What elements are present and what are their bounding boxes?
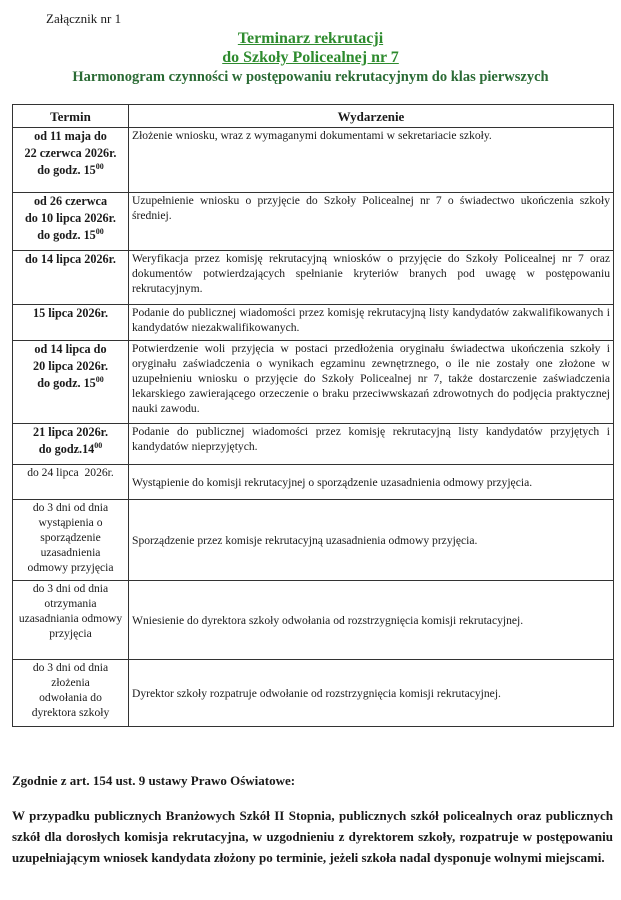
legal-basis-paragraph: W przypadku publicznych Branżowych Szkół II Stopnia, publicznych szkół policealnych oraz publicznych szkół dla dorosłych komisja rekrutacyjna, w uzgodnieniu z dyrektorem szkoły, rozpatruje w postępowaniu uzupełniającym wniosek kandydata złożony po terminie, jeżeli szkoła nadal dysponuje wolnymi miejscami.: [12, 808, 613, 865]
term-cell: [13, 341, 129, 424]
term-line: 20 lipca 2026r.: [32, 359, 109, 373]
term-line: 21 lipca 2026r.: [32, 425, 109, 439]
table-row: [13, 660, 614, 727]
term-line: przyjęcia: [49, 627, 92, 640]
term-line: sporządzenie: [40, 531, 101, 544]
term-line: złożenia: [51, 676, 90, 689]
term-line: do 3 dni od dnia: [32, 661, 109, 674]
event-cell: Dyrektor szkoły rozpatruje odwołanie od rozstrzygnięcia komisji rekrutacyjnej.: [129, 660, 614, 727]
event-cell: Uzupełnienie wniosku o przyjęcie do Szkoły Policealnej nr 7 o świadectwo ukończenia szkoły średniej.: [129, 193, 614, 251]
term-line: do 3 dni od dnia: [32, 501, 109, 514]
event-cell: Sporządzenie przez komisje rekrutacyjną uzasadnienia odmowy przyjęcia.: [129, 500, 614, 581]
term-line: do godz. 15: [37, 163, 96, 177]
term-line: od 14 lipca do: [34, 342, 107, 356]
table-row: [13, 424, 614, 465]
table-row: [13, 193, 614, 251]
term-cell: [13, 193, 129, 251]
document-title: Terminarz rekrutacji: [237, 30, 384, 47]
event-cell: Wystąpienie do komisji rekrutacyjnej o sporządzenie uzasadnienia odmowy przyjęcia.: [129, 465, 614, 500]
table-row: [13, 465, 614, 500]
event-cell: Weryfikacja przez komisję rekrutacyjną wniosków o przyjęcie do Szkoły Policealnej nr 7 oraz dokumentów potwierdzających spełnianie kryteriów branych pod uwagę w postępowaniu rekrutacyjnym.: [129, 251, 614, 305]
time-superscript: 00: [95, 374, 104, 384]
term-line: odwołania do: [39, 691, 102, 704]
table-row: [13, 500, 614, 581]
term-line: do godz. 15: [37, 228, 96, 242]
term-line: do godz.14: [38, 442, 95, 456]
event-cell: Podanie do publicznej wiadomości przez komisję rekrutacyjną listy kandydatów przyjętych i kandydatów nieprzyjętych.: [129, 424, 614, 465]
event-cell: Potwierdzenie woli przyjęcia w postaci przedłożenia oryginału świadectwa ukończenia szkoły i oryginału zaświadczenia o wynikach egzaminu zewnętrznego, o ile nie zostały one złożone w uzupełnieniu wniosku o przyjęcie do Szkoły Policealnej nr 7, także dostarczenie zaświadczenia lekarskiego zawierającego orzeczenie o braku przeciwwskazań zdrowotnych do podjęcia praktycznej nauki zawodu.: [129, 341, 614, 424]
term-line: uzasadnienia: [40, 546, 101, 559]
term-cell: [13, 500, 129, 581]
column-header-term: Termin: [13, 105, 129, 128]
term-cell: [13, 424, 129, 465]
term-line: do godz. 15: [37, 376, 96, 390]
term-line: do 14 lipca 2026r.: [25, 252, 116, 266]
term-cell: [13, 305, 129, 341]
term-line: odmowy przyjęcia: [27, 561, 114, 574]
term-line: do 24 lipca 2026r.: [27, 466, 114, 479]
schedule-table: [12, 104, 614, 727]
time-superscript: 00: [95, 161, 104, 171]
term-line: uzasadniania odmowy: [18, 612, 123, 625]
term-cell: [13, 251, 129, 305]
table-row: [13, 305, 614, 341]
term-line: od 26 czerwca: [33, 194, 108, 208]
term-line: wystąpienia o: [38, 516, 103, 529]
term-line: od 11 maja do: [34, 129, 107, 143]
table-header-row: [13, 105, 614, 128]
term-line: do 10 lipca 2026r.: [25, 211, 116, 225]
term-cell: [13, 465, 129, 500]
document-title-school: do Szkoły Policealnej nr 7: [222, 49, 399, 66]
term-line: otrzymania: [44, 597, 97, 610]
annex-label: Załącznik nr 1: [46, 11, 122, 26]
event-cell: Wniesienie do dyrektora szkoły odwołania od rozstrzygnięcia komisji rekrutacyjnej.: [129, 581, 614, 660]
table-row: [13, 251, 614, 305]
term-line: do 3 dni od dnia: [32, 582, 109, 595]
term-cell: [13, 128, 129, 193]
table-row: [13, 341, 614, 424]
event-cell: Podanie do publicznej wiadomości przez komisję rekrutacyjną listy kandydatów zakwalifikowanych i kandydatów niezakwalifikowanych.: [129, 305, 614, 341]
term-cell: [13, 581, 129, 660]
time-superscript: 00: [94, 440, 103, 450]
column-header-event: Wydarzenie: [129, 105, 614, 128]
table-row: [13, 581, 614, 660]
event-cell: Złożenie wniosku, wraz z wymaganymi dokumentami w sekretariacie szkoły.: [129, 128, 614, 193]
term-cell: [13, 660, 129, 727]
term-line: dyrektora szkoły: [31, 706, 110, 719]
legal-basis-heading: Zgodnie z art. 154 ust. 9 ustawy Prawo Oświatowe:: [12, 773, 296, 788]
term-line: 22 czerwca 2026r.: [24, 146, 117, 160]
term-line: 15 lipca 2026r.: [32, 306, 109, 320]
document-subtitle: Harmonogram czynności w postępowaniu rekrutacyjnym do klas pierwszych: [72, 69, 549, 85]
table-row: [13, 128, 614, 193]
time-superscript: 00: [95, 226, 104, 236]
